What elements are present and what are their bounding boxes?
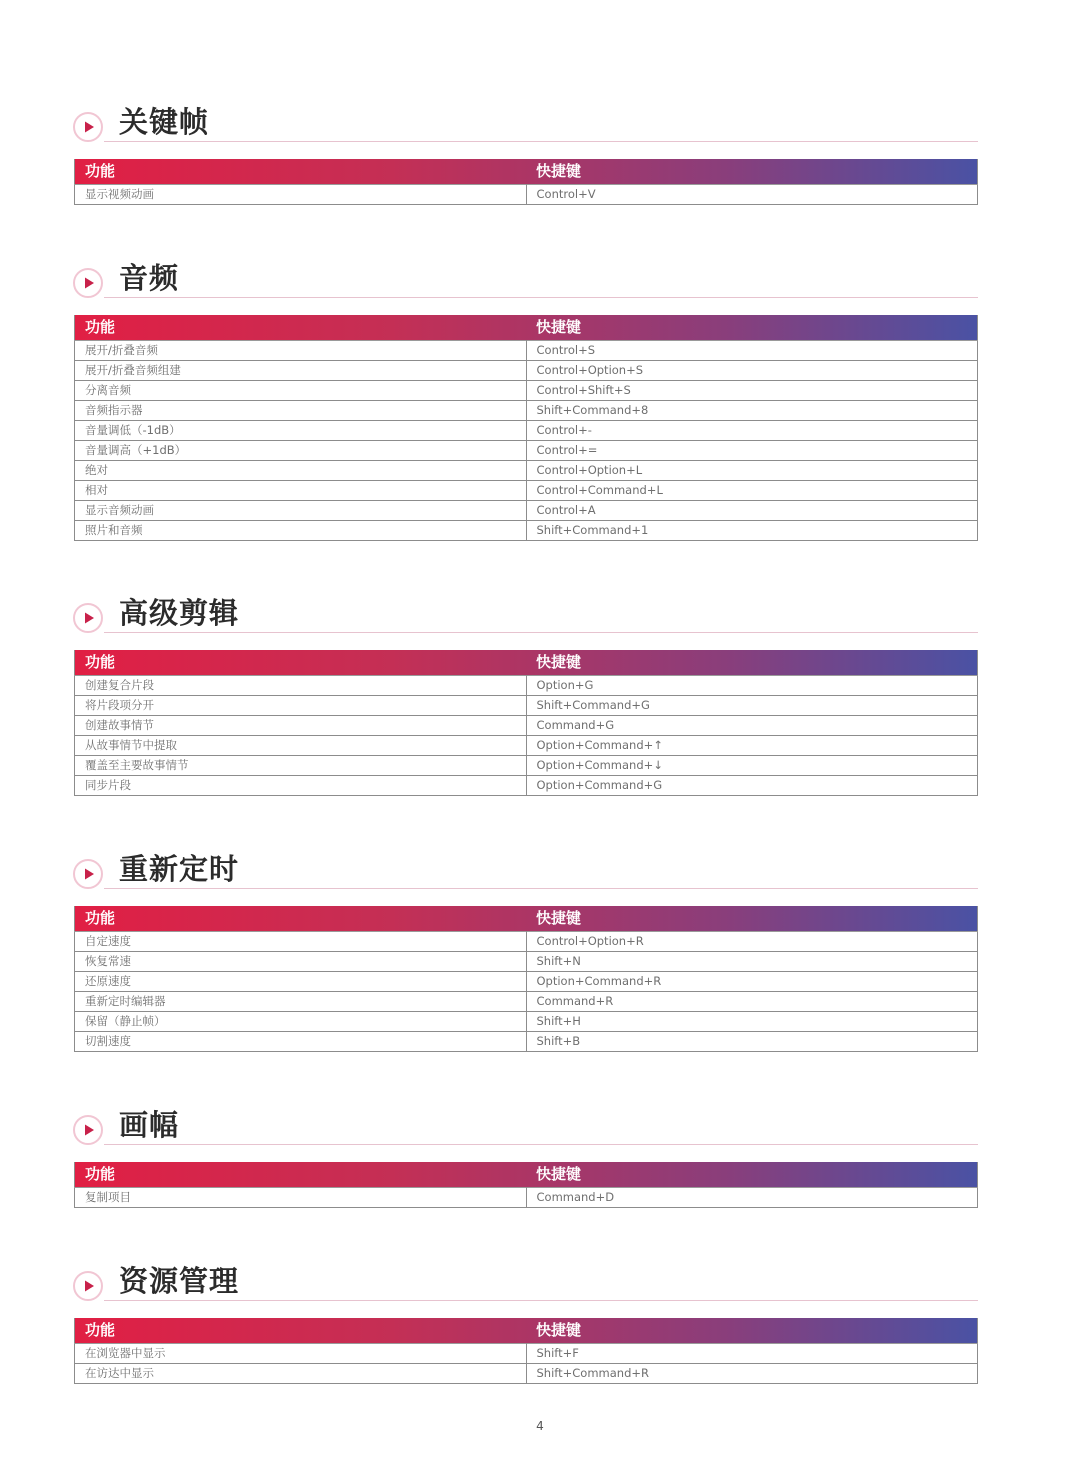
function-cell: 展开/折叠音频 (75, 341, 527, 361)
table-row (75, 1344, 978, 1364)
table-header-row (75, 906, 978, 932)
table-row (75, 401, 978, 421)
shortcut-cell: Option+Command+R (526, 972, 978, 992)
shortcut-cell: Option+G (526, 676, 978, 696)
shortcut-section (72, 256, 978, 537)
function-cell: 音频指示器 (75, 401, 527, 421)
header-function: 功能 (85, 909, 116, 927)
function-cell: 将片段项分开 (75, 696, 527, 716)
shortcut-cell: Control+Option+R (526, 932, 978, 952)
shortcut-table (74, 159, 978, 205)
function-cell: 保留（静止帧） (75, 1012, 527, 1032)
function-cell: 还原速度 (75, 972, 527, 992)
function-cell: 音量调低（-1dB） (75, 421, 527, 441)
shortcut-cell: Control+A (526, 501, 978, 521)
table-row (75, 521, 978, 541)
shortcut-section (72, 1103, 978, 1204)
section-header (72, 847, 978, 905)
table-row (75, 932, 978, 952)
section-title: 高级剪辑 (119, 596, 240, 630)
header-shortcut: 快捷键 (536, 1321, 582, 1339)
function-cell: 照片和音频 (75, 521, 527, 541)
section-title: 重新定时 (119, 852, 240, 886)
function-cell: 复制项目 (75, 1188, 527, 1208)
table-row (75, 361, 978, 381)
shortcut-section (72, 1259, 978, 1380)
section-title: 关键帧 (119, 105, 210, 139)
table-header-row (75, 1162, 978, 1188)
shortcut-cell: Control+= (526, 441, 978, 461)
shortcut-table (74, 315, 978, 541)
header-function: 功能 (85, 1321, 116, 1339)
table-row (75, 696, 978, 716)
section-header (72, 1103, 978, 1161)
shortcut-section (72, 847, 978, 1048)
table-row (75, 676, 978, 696)
section-title: 音频 (119, 261, 180, 295)
section-title: 资源管理 (119, 1264, 240, 1298)
table-row (75, 1032, 978, 1052)
function-cell: 覆盖至主要故事情节 (75, 756, 527, 776)
table-row (75, 1188, 978, 1208)
function-cell: 从故事情节中提取 (75, 736, 527, 756)
play-circle-icon (73, 603, 103, 633)
section-header (72, 256, 978, 314)
table-row (75, 716, 978, 736)
shortcut-cell: Command+D (526, 1188, 978, 1208)
shortcut-cell: Command+G (526, 716, 978, 736)
table-row (75, 481, 978, 501)
table-row (75, 501, 978, 521)
play-circle-icon (73, 859, 103, 889)
shortcut-table (74, 1162, 978, 1208)
table-row (75, 185, 978, 205)
header-shortcut: 快捷键 (536, 1165, 582, 1183)
header-function: 功能 (85, 1165, 116, 1183)
play-circle-icon (73, 112, 103, 142)
table-row (75, 381, 978, 401)
function-cell: 显示视频动画 (75, 185, 527, 205)
table-row (75, 776, 978, 796)
function-cell: 恢复常速 (75, 952, 527, 972)
page-number: 4 (536, 1419, 544, 1433)
shortcut-cell: Shift+Command+G (526, 696, 978, 716)
shortcut-table (74, 1318, 978, 1384)
header-shortcut: 快捷键 (536, 653, 582, 671)
function-cell: 分离音频 (75, 381, 527, 401)
function-cell: 相对 (75, 481, 527, 501)
table-header-row (75, 159, 978, 185)
header-shortcut: 快捷键 (536, 162, 582, 180)
header-function: 功能 (85, 318, 116, 336)
function-cell: 切割速度 (75, 1032, 527, 1052)
shortcut-cell: Control+Option+L (526, 461, 978, 481)
shortcut-section (72, 591, 978, 792)
function-cell: 同步片段 (75, 776, 527, 796)
shortcut-cell: Shift+Command+8 (526, 401, 978, 421)
function-cell: 重新定时编辑器 (75, 992, 527, 1012)
shortcut-cell: Control+Option+S (526, 361, 978, 381)
shortcut-cell: Shift+B (526, 1032, 978, 1052)
play-circle-icon (73, 268, 103, 298)
table-row (75, 461, 978, 481)
table-header-row (75, 650, 978, 676)
header-function: 功能 (85, 653, 116, 671)
shortcut-cell: Control+V (526, 185, 978, 205)
shortcut-cell: Shift+Command+R (526, 1364, 978, 1384)
shortcut-cell: Option+Command+G (526, 776, 978, 796)
table-row (75, 1364, 978, 1384)
section-divider (104, 1144, 978, 1145)
table-header-row (75, 315, 978, 341)
table-row (75, 421, 978, 441)
table-row (75, 972, 978, 992)
shortcut-section (72, 100, 978, 201)
function-cell: 创建复合片段 (75, 676, 527, 696)
section-header (72, 100, 978, 158)
shortcut-cell: Shift+H (526, 1012, 978, 1032)
function-cell: 展开/折叠音频组建 (75, 361, 527, 381)
section-divider (104, 632, 978, 633)
section-divider (104, 141, 978, 142)
section-divider (104, 1300, 978, 1301)
function-cell: 创建故事情节 (75, 716, 527, 736)
table-row (75, 756, 978, 776)
table-header-row (75, 1318, 978, 1344)
shortcut-cell: Control+Shift+S (526, 381, 978, 401)
shortcut-cell: Control+- (526, 421, 978, 441)
header-shortcut: 快捷键 (536, 909, 582, 927)
play-circle-icon (73, 1271, 103, 1301)
shortcut-cell: Control+S (526, 341, 978, 361)
section-divider (104, 297, 978, 298)
table-row (75, 736, 978, 756)
shortcut-cell: Shift+F (526, 1344, 978, 1364)
play-circle-icon (73, 1115, 103, 1145)
function-cell: 绝对 (75, 461, 527, 481)
table-row (75, 992, 978, 1012)
function-cell: 在访达中显示 (75, 1364, 527, 1384)
table-row (75, 1012, 978, 1032)
function-cell: 在浏览器中显示 (75, 1344, 527, 1364)
shortcut-table (74, 906, 978, 1052)
section-divider (104, 888, 978, 889)
section-header (72, 1259, 978, 1317)
table-row (75, 341, 978, 361)
section-header (72, 591, 978, 649)
function-cell: 音量调高（+1dB） (75, 441, 527, 461)
shortcut-cell: Option+Command+↓ (526, 756, 978, 776)
shortcut-table (74, 650, 978, 796)
section-title: 画幅 (119, 1108, 180, 1142)
function-cell: 显示音频动画 (75, 501, 527, 521)
shortcut-cell: Shift+Command+1 (526, 521, 978, 541)
table-row (75, 952, 978, 972)
shortcut-cell: Shift+N (526, 952, 978, 972)
header-function: 功能 (85, 162, 116, 180)
shortcut-cell: Control+Command+L (526, 481, 978, 501)
shortcut-cell: Option+Command+↑ (526, 736, 978, 756)
shortcut-cell: Command+R (526, 992, 978, 1012)
function-cell: 自定速度 (75, 932, 527, 952)
header-shortcut: 快捷键 (536, 318, 582, 336)
table-row (75, 441, 978, 461)
